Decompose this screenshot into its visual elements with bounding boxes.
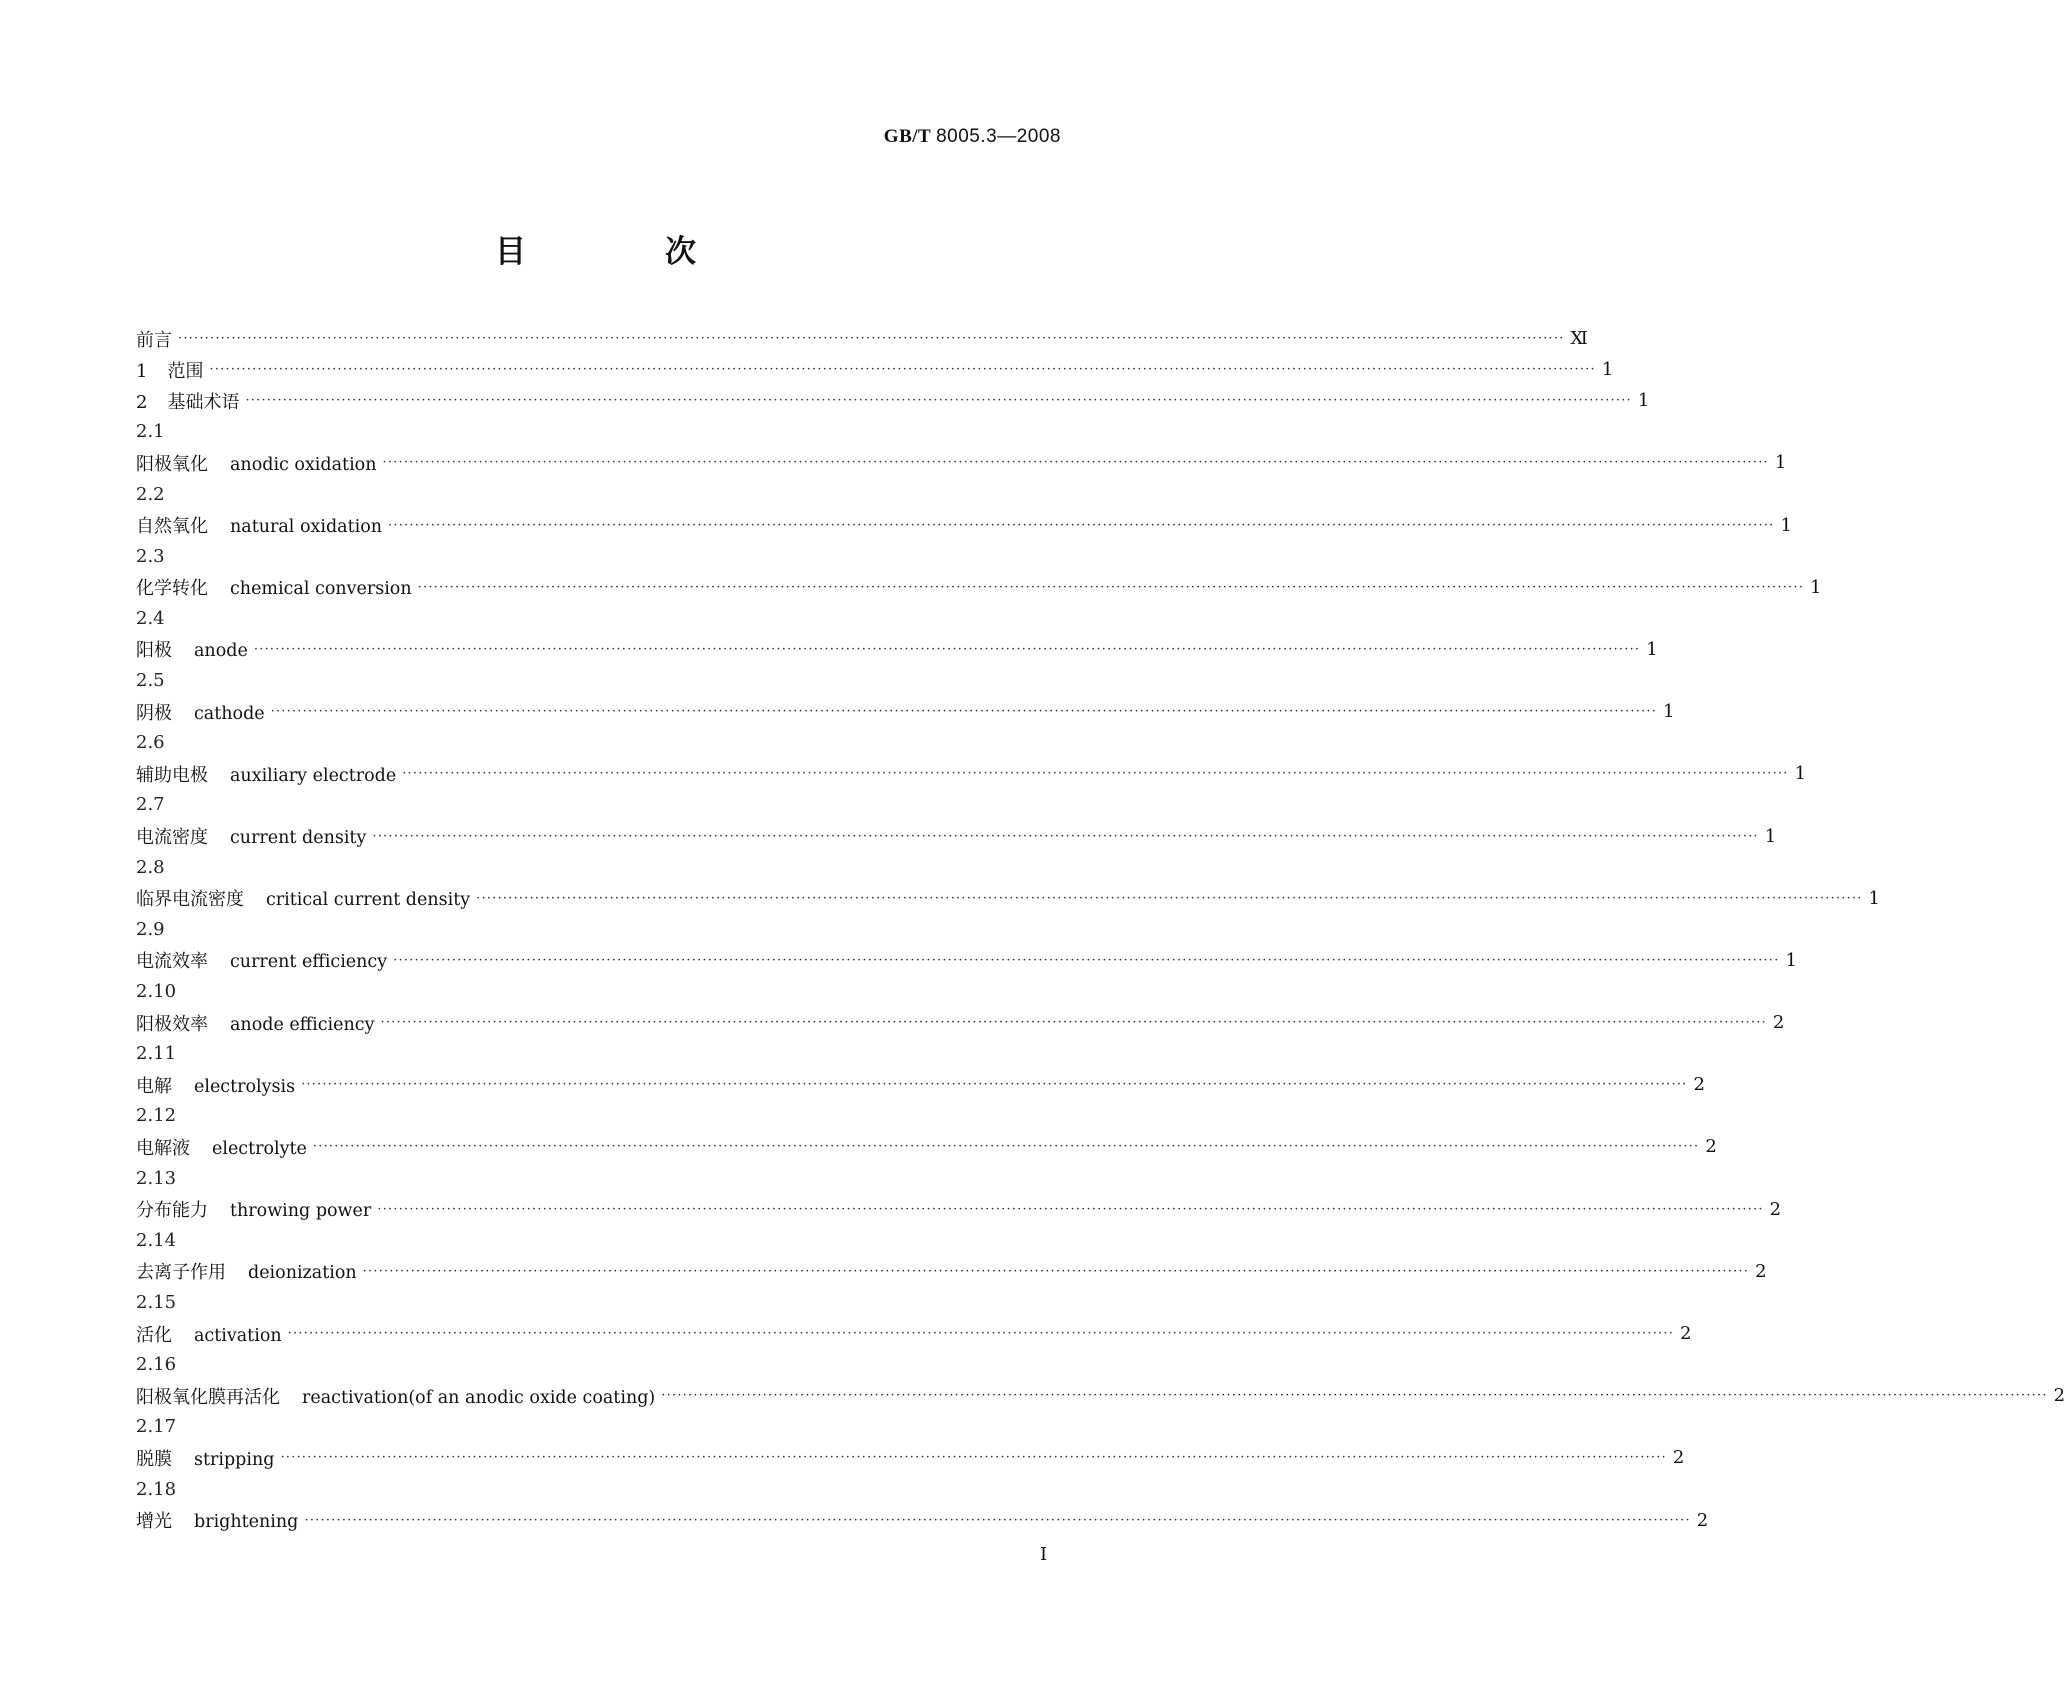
toc-leader-dots: ···································································································································································································································································· xyxy=(270,704,1658,720)
toc-entry-page: 1 xyxy=(1774,452,1787,474)
toc-entry-title-zh: 增光 xyxy=(136,1511,172,1533)
toc-entry-title-en: brightening xyxy=(194,1512,299,1533)
toc-section-number[interactable] xyxy=(136,1349,1060,1380)
toc-section-number[interactable] xyxy=(136,1473,1060,1504)
toc-entry-label xyxy=(136,1321,288,1347)
toc-entry-title-zh: 阳极效率 xyxy=(136,1013,208,1035)
toc-entry-title-zh: 范围 xyxy=(167,360,204,382)
toc-entry-title-en: activation xyxy=(194,1325,282,1346)
toc-section-number[interactable] xyxy=(136,1100,1060,1131)
toc-leader-dots: ···································································································································································································································································· xyxy=(253,641,1641,657)
toc-leader-dots: ···································································································································································································································································· xyxy=(377,1201,1764,1217)
toc-section-number[interactable] xyxy=(136,789,1060,820)
toc-leader-dots: ···································································································································································································································································· xyxy=(301,1077,1688,1093)
toc-entry-title-zh: 阳极 xyxy=(136,640,172,662)
toc-leader-dots: ···································································································································································································································································· xyxy=(476,890,1863,906)
toc-entry-label xyxy=(136,574,418,600)
toc-entry-page: 2 xyxy=(1672,1447,1685,1469)
toc-entry[interactable] xyxy=(136,1505,1709,1536)
toc-entry-title-zh: 活化 xyxy=(136,1324,172,1346)
toc-entry-label xyxy=(136,1134,313,1160)
toc-section-number[interactable] xyxy=(136,1225,1060,1256)
toc-number: 2.8 xyxy=(136,856,165,878)
toc-entry-title-zh: 自然氧化 xyxy=(136,516,208,538)
toc-leader-dots: ···································································································································································································································································· xyxy=(304,1512,1691,1528)
toc-entry-title-en: cathode xyxy=(194,703,265,724)
toc-entry-title-zh: 电流密度 xyxy=(136,827,208,849)
toc-entry-title-zh: 基础术语 xyxy=(167,391,240,413)
toc-leader-dots: ···································································································································································································································································· xyxy=(417,579,1805,595)
toc-entry[interactable] xyxy=(136,510,1792,541)
toc-section-number[interactable] xyxy=(136,727,1060,758)
toc-section-number[interactable] xyxy=(136,541,1060,572)
toc-leader-dots: ···································································································································································································································································· xyxy=(393,952,1780,968)
toc-entry-title-en: natural oxidation xyxy=(230,517,383,538)
toc-section-number[interactable] xyxy=(136,665,1060,696)
toc-entry-label xyxy=(136,1010,380,1036)
toc-entry-title-zh: 化学转化 xyxy=(136,578,208,600)
toc-leader-dots: ···································································································································································································································································· xyxy=(380,1015,1767,1031)
toc-entry-title-en: throwing power xyxy=(230,1201,372,1222)
toc-entry-title-zh: 阳极氧化膜再活化 xyxy=(136,1386,280,1408)
toc-entry-title-zh: 电解液 xyxy=(136,1137,190,1159)
toc-entry-page: 2 xyxy=(1769,1198,1782,1220)
toc-entry-page: 1 xyxy=(1601,359,1614,381)
toc-entry[interactable] xyxy=(136,758,1807,789)
toc-entry-title-zh: 前言 xyxy=(136,329,172,351)
toc-entry-page: 2 xyxy=(1772,1012,1785,1034)
toc-leader-dots: ···································································································································································································································································· xyxy=(312,1139,1700,1155)
toc-leader-dots: ···································································································································································································································································· xyxy=(280,1450,1667,1466)
toc-entry-title-en: auxiliary electrode xyxy=(230,765,397,786)
toc-entry-title-zh: 电流效率 xyxy=(136,951,208,973)
toc-number: 2.17 xyxy=(136,1416,177,1438)
toc-entry-label xyxy=(136,326,178,352)
toc-entry-label xyxy=(136,1258,363,1284)
toc-leader-dots: ···································································································································································································································································· xyxy=(245,393,1632,409)
toc-number: 2.14 xyxy=(136,1229,177,1251)
toc-number: 2.6 xyxy=(136,732,165,754)
toc-entry-title-zh: 电解 xyxy=(136,1075,172,1097)
toc-entry-title-en: electrolyte xyxy=(212,1138,307,1159)
toc-entry-label xyxy=(136,947,393,973)
toc-section-number[interactable] xyxy=(136,603,1060,634)
toc-number: 2.12 xyxy=(136,1105,177,1127)
toc-entry[interactable] xyxy=(136,1069,1705,1100)
toc-section-number[interactable] xyxy=(136,416,1060,447)
toc-leader-dots: ···································································································································································································································································· xyxy=(209,362,1596,378)
toc-section-number[interactable] xyxy=(136,976,1060,1007)
toc-entry-label xyxy=(136,1507,304,1533)
toc-entry[interactable] xyxy=(136,883,1880,914)
toc-entry-label xyxy=(136,1445,280,1471)
page-number: I xyxy=(1040,1544,1048,1565)
toc-entry-label xyxy=(136,388,245,414)
toc-number: 2.3 xyxy=(136,545,165,567)
toc-title: 目 次 xyxy=(495,234,750,270)
toc-entry-label xyxy=(136,450,382,476)
toc-entry-page: 1 xyxy=(1646,638,1658,660)
toc-entry-page: Ⅺ xyxy=(1570,328,1588,350)
toc-entry-label xyxy=(136,357,209,383)
toc-entry-title-zh: 阴极 xyxy=(136,702,172,724)
toc-entry-title-zh: 临界电流密度 xyxy=(136,889,244,911)
toc-entry-title-en: current density xyxy=(230,828,367,849)
toc-entry-title-zh: 辅助电极 xyxy=(136,764,208,786)
toc-section-number[interactable] xyxy=(136,1287,1060,1318)
toc-entry-label xyxy=(136,1072,301,1098)
toc-entry[interactable] xyxy=(136,1442,1685,1473)
toc-entry-page: 2 xyxy=(1680,1323,1692,1345)
toc-entry-title-zh: 脱膜 xyxy=(136,1448,172,1470)
toc-entry-label xyxy=(136,1196,377,1222)
toc-leader-dots: ···································································································································································································································································· xyxy=(402,766,1789,782)
toc-section-number[interactable] xyxy=(136,1038,1060,1069)
toc-entry[interactable] xyxy=(136,354,1614,385)
toc-leader-dots: ···································································································································································································································································· xyxy=(178,331,1565,347)
toc-entry-page: 2 xyxy=(1696,1509,1709,1531)
toc-number: 2.4 xyxy=(136,607,165,629)
toc-entry[interactable] xyxy=(136,385,1650,416)
toc-entry-title-zh: 分布能力 xyxy=(136,1200,208,1222)
toc-entry-label xyxy=(136,885,476,911)
toc-entry-label xyxy=(136,761,402,787)
toc-number: 2.2 xyxy=(136,483,165,505)
toc-entry-label xyxy=(136,823,372,849)
toc-leader-dots: ···································································································································································································································································· xyxy=(388,517,1775,533)
toc-entry-title-en: anodic oxidation xyxy=(230,454,377,475)
toc-leader-dots: ···································································································································································································································································· xyxy=(287,1326,1675,1342)
toc-entry-title-en: current efficiency xyxy=(230,952,388,973)
toc-entry-page: 2 xyxy=(2053,1385,2065,1407)
standard-prefix: GB/T xyxy=(883,126,931,147)
table-of-contents xyxy=(136,323,2065,1536)
toc-entry[interactable] xyxy=(136,696,1675,727)
toc-entry-title-en: stripping xyxy=(194,1449,275,1470)
toc-entry[interactable] xyxy=(136,821,1777,852)
toc-number: 2.15 xyxy=(136,1291,177,1313)
standard-number: 8005.3—2008 xyxy=(936,126,1061,147)
toc-entry[interactable] xyxy=(136,1131,1717,1162)
toc-entry-label xyxy=(136,1383,661,1409)
toc-number: 2.13 xyxy=(136,1167,177,1189)
toc-entry-title-en: deionization xyxy=(248,1263,357,1284)
toc-entry[interactable] xyxy=(136,1007,1785,1038)
toc-entry[interactable] xyxy=(136,447,1787,478)
toc-section-number[interactable] xyxy=(136,1163,1060,1194)
toc-number: 2.9 xyxy=(136,918,165,940)
toc-entry[interactable] xyxy=(136,572,1822,603)
toc-entry[interactable] xyxy=(136,945,1797,976)
toc-leader-dots: ···································································································································································································································································· xyxy=(661,1388,2048,1404)
toc-entry[interactable] xyxy=(136,323,1588,354)
toc-entry[interactable] xyxy=(136,1256,1767,1287)
toc-entry[interactable] xyxy=(136,1318,1692,1349)
toc-entry-title-en: reactivation(of an anodic oxide coating) xyxy=(302,1387,656,1408)
toc-entry-title-zh: 去离子作用 xyxy=(136,1262,226,1284)
toc-entry-page: 1 xyxy=(1810,576,1822,598)
toc-number: 2.10 xyxy=(136,981,177,1003)
toc-entry-label xyxy=(136,699,271,725)
toc-entry-title-en: chemical conversion xyxy=(230,579,412,600)
toc-entry[interactable] xyxy=(136,1194,1782,1225)
toc-entry-page: 2 xyxy=(1705,1136,1717,1158)
toc-number: 2.1 xyxy=(136,421,165,443)
toc-entry-page: 1 xyxy=(1868,887,1880,909)
toc-entry-title-en: anode xyxy=(194,641,248,662)
toc-leader-dots: ···································································································································································································································································· xyxy=(362,1263,1750,1279)
toc-entry-title-en: anode efficiency xyxy=(230,1014,375,1035)
toc-entry-number: 2 xyxy=(136,391,148,413)
toc-entry-page: 1 xyxy=(1785,949,1797,971)
toc-entry-page: 2 xyxy=(1755,1260,1767,1282)
toc-entry-title-en: electrolysis xyxy=(194,1076,296,1097)
toc-section-number[interactable] xyxy=(136,914,1060,945)
toc-entry[interactable] xyxy=(136,1380,2065,1411)
toc-number: 2.16 xyxy=(136,1354,177,1376)
toc-entry-label xyxy=(136,636,254,662)
toc-entry-number: 1 xyxy=(136,360,148,382)
toc-entry-page: 2 xyxy=(1693,1074,1705,1096)
toc-number: 2.18 xyxy=(136,1478,177,1500)
toc-number: 2.7 xyxy=(136,794,165,816)
toc-entry-title-zh: 阳极氧化 xyxy=(136,453,208,475)
toc-section-number[interactable] xyxy=(136,1411,1060,1442)
toc-number: 2.5 xyxy=(136,670,165,692)
toc-entry-page: 1 xyxy=(1794,763,1807,785)
toc-leader-dots: ···································································································································································································································································· xyxy=(372,828,1759,844)
toc-section-number[interactable] xyxy=(136,478,1060,509)
toc-number: 2.11 xyxy=(136,1043,177,1065)
toc-entry-title-en: critical current density xyxy=(266,890,471,911)
toc-entry-page: 1 xyxy=(1780,514,1792,536)
toc-entry[interactable] xyxy=(136,634,1658,665)
toc-entry-page: 1 xyxy=(1637,390,1650,412)
toc-entry-label xyxy=(136,512,388,538)
toc-entry-page: 1 xyxy=(1764,825,1777,847)
toc-section-number[interactable] xyxy=(136,852,1060,883)
standard-code xyxy=(884,126,1061,148)
toc-entry-page: 1 xyxy=(1663,701,1675,723)
toc-leader-dots: ···································································································································································································································································· xyxy=(382,455,1769,471)
